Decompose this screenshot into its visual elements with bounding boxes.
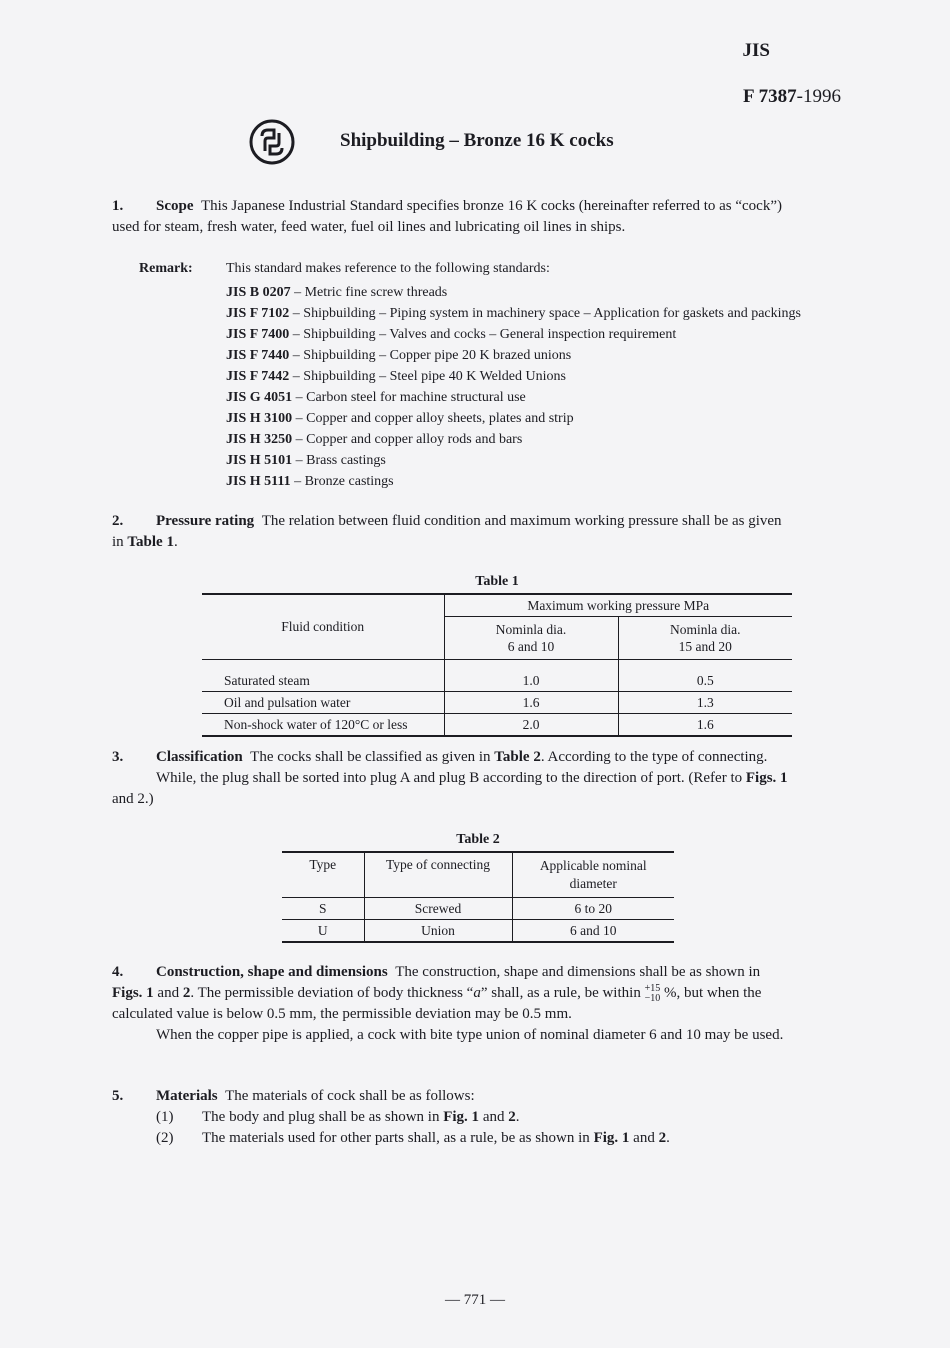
table-reference: Table 2: [494, 749, 541, 765]
variable: a: [473, 985, 481, 1001]
standard-code: JIS H 3100: [226, 411, 293, 426]
list-item: [226, 345, 801, 366]
text-run: . The permissible deviation of body thickness “: [190, 985, 474, 1001]
list-item: [112, 1128, 852, 1149]
standard-code: JIS B 0207: [226, 285, 291, 300]
cell-connecting: Screwed: [364, 898, 512, 920]
remark-label: Remark:: [139, 261, 193, 276]
standard-code: JIS H 3250: [226, 432, 293, 447]
text-run: While, the plug shall be sorted into plug A and plug B according to the direction of port. (Refer to: [156, 770, 746, 786]
list-item: [226, 387, 801, 408]
table-2-caption: Table 2: [456, 832, 500, 847]
list-item: [226, 366, 801, 387]
standard-title: – Shipbuilding – Steel pipe 40 K Welded Unions: [289, 369, 566, 384]
scope-line-1: This Japanese Industrial Standard specifies bronze 16 K cocks (hereinafter referred to as “cock”): [201, 198, 782, 214]
tolerance-upper: +15: [644, 982, 661, 994]
text-run: diameter: [569, 876, 617, 891]
section-heading: Scope: [156, 198, 194, 214]
header-org: JIS: [742, 40, 770, 61]
standard-code: JIS H 5111: [226, 474, 291, 489]
table-row: [282, 898, 674, 920]
standard-title: – Brass castings: [292, 453, 386, 468]
standard-code: JIS G 4051: [226, 390, 293, 405]
standard-title: – Shipbuilding – Valves and cocks – General inspection requirement: [289, 327, 677, 342]
text-run: 15 and 20: [678, 639, 732, 654]
text-run: .: [666, 1130, 670, 1146]
figure-reference: Fig. 1: [443, 1109, 480, 1125]
section-scope: [112, 196, 852, 238]
scope-line-2: used for steam, fresh water, feed water, fuel oil lines and lubricating oil lines in ships.: [112, 219, 626, 235]
list-item: [226, 324, 801, 345]
text-run: Applicable nominal: [539, 858, 647, 873]
section-heading: Classification: [156, 749, 243, 765]
standard-code: JIS H 5101: [226, 453, 293, 468]
standard-title: – Metric fine screw threads: [290, 285, 448, 300]
table-row: [202, 714, 792, 737]
text-run: The materials used for other parts shall, as a rule, be as shown in: [202, 1130, 594, 1146]
standard-code: JIS F 7442: [226, 369, 290, 384]
section-number: 1.: [112, 198, 124, 214]
text-run: . According to the type of connecting.: [540, 749, 768, 765]
pressure-line-2: [112, 532, 852, 553]
standard-title: – Shipbuilding – Copper pipe 20 K brazed unions: [289, 348, 572, 363]
jis-mark-icon: [248, 118, 296, 166]
text-run: %, but when the: [660, 985, 762, 1001]
page-number: — 771 —: [445, 1292, 505, 1308]
figure-reference: Figs. 1: [745, 770, 788, 786]
list-item: [226, 303, 801, 324]
text-run: Nominla dia.: [495, 622, 567, 637]
cell-value: 2.0: [444, 714, 618, 737]
list-item: [226, 429, 801, 450]
text-run: The construction, shape and dimensions shall be as shown in: [395, 964, 761, 980]
cell-nominal: 6 and 10: [570, 922, 617, 938]
section-heading: Construction, shape and dimensions: [156, 964, 388, 980]
list-item: [112, 1107, 852, 1128]
cell-fluid: Oil and pulsation water: [202, 692, 444, 714]
section-classification: [112, 747, 852, 810]
list-item: [226, 471, 801, 492]
figure-reference: 2: [508, 1109, 516, 1125]
header-max-pressure: Maximum working pressure MPa: [444, 594, 792, 617]
referenced-standards-list: [226, 282, 801, 492]
standard-title: – Copper and copper alloy sheets, plates and strip: [292, 411, 574, 426]
cell-value: 1.6: [444, 692, 618, 714]
cell-fluid: Non-shock water of 120°C or less: [202, 714, 444, 737]
text-run: The cocks shall be classified as given in: [250, 749, 495, 765]
standard-code: JIS F 7102: [226, 306, 290, 321]
cell-type: S: [282, 898, 364, 920]
table-1-caption: Table 1: [475, 574, 519, 589]
table-row: [202, 692, 792, 714]
classification-line-3: and 2.): [112, 791, 154, 807]
text-run: and: [153, 985, 183, 1001]
classification-line-2: [112, 768, 852, 789]
text-run: in: [112, 534, 128, 550]
cell-fluid: Saturated steam: [202, 660, 444, 692]
section-number: 3.: [112, 749, 124, 765]
tolerance: [645, 984, 661, 1004]
cell-value: 0.5: [618, 660, 792, 692]
text-run: 6 and 10: [507, 639, 555, 654]
text-run: The materials of cock shall be as follows:: [225, 1088, 475, 1104]
cell-nominal: 6 to 20: [574, 900, 612, 916]
cell-value: 1.0: [444, 660, 618, 692]
std-year: -1996: [796, 86, 841, 107]
header-nominal-6-10: [444, 617, 618, 660]
figure-reference: 2: [658, 1130, 667, 1146]
document-title: Shipbuilding – Bronze 16 K cocks: [340, 130, 614, 151]
remark-intro: This standard makes reference to the following standards:: [226, 261, 550, 276]
header-nominal-15-20: [618, 617, 792, 660]
construction-line-4: When the copper pipe is applied, a cock with bite type union of nominal diameter 6 and 10 may be used.: [156, 1027, 784, 1043]
header-nominal-diameter: [512, 852, 674, 898]
table-reference: Table 1: [127, 534, 174, 550]
cell-type: U: [282, 920, 364, 943]
header-fluid-condition: Fluid condition: [202, 594, 444, 660]
text-run: Nominla dia.: [670, 622, 741, 637]
tolerance-lower: −10: [644, 992, 661, 1004]
header-standard-number: [743, 86, 841, 108]
construction-line-3: calculated value is below 0.5 mm, the permissible deviation may be 0.5 mm.: [112, 1006, 572, 1022]
figure-reference: 2: [182, 985, 191, 1001]
text-run: .: [173, 534, 178, 550]
pressure-line-1: The relation between fluid condition and maximum working pressure shall be as given: [261, 513, 782, 529]
figure-reference: Figs. 1: [112, 985, 154, 1001]
table-row: [202, 660, 792, 692]
standard-code: JIS F 7440: [226, 348, 290, 363]
header-connecting: Type of connecting: [364, 852, 512, 898]
table-2: [282, 851, 674, 943]
std-code: F 7387: [743, 86, 797, 107]
standard-title: – Carbon steel for machine structural use: [292, 390, 526, 405]
section-number: 2.: [112, 513, 124, 529]
text-run: and: [479, 1109, 509, 1125]
standard-title: – Copper and copper alloy rods and bars: [292, 432, 523, 447]
list-item: [226, 282, 801, 303]
section-number: 5.: [112, 1088, 124, 1104]
text-run: and: [629, 1130, 659, 1146]
text-run: .: [515, 1109, 520, 1125]
item-number: (1): [156, 1109, 174, 1125]
item-number: (2): [156, 1130, 174, 1146]
header-type: Type: [282, 852, 364, 898]
table-1: [202, 593, 792, 737]
section-pressure-rating: [112, 511, 852, 553]
cell-connecting: Union: [364, 920, 512, 943]
standard-title: – Bronze castings: [290, 474, 394, 489]
text-run: The body and plug shall be as shown in: [202, 1109, 444, 1125]
table-row: [282, 920, 674, 943]
standard-code: JIS F 7400: [226, 327, 290, 342]
list-item: [226, 450, 801, 471]
standard-title: – Shipbuilding – Piping system in machinery space – Application for gaskets and packings: [289, 306, 801, 321]
text-run: ” shall, as a rule, be within: [480, 985, 645, 1001]
construction-line-2: [112, 983, 852, 1004]
section-number: 4.: [112, 964, 124, 980]
section-heading: Materials: [156, 1088, 218, 1104]
section-materials: [112, 1086, 852, 1149]
section-construction: [112, 962, 852, 1046]
list-item: [226, 408, 801, 429]
figure-reference: Fig. 1: [593, 1130, 630, 1146]
cell-value: 1.3: [618, 692, 792, 714]
section-heading: Pressure rating: [156, 513, 255, 529]
cell-value: 1.6: [696, 716, 714, 732]
